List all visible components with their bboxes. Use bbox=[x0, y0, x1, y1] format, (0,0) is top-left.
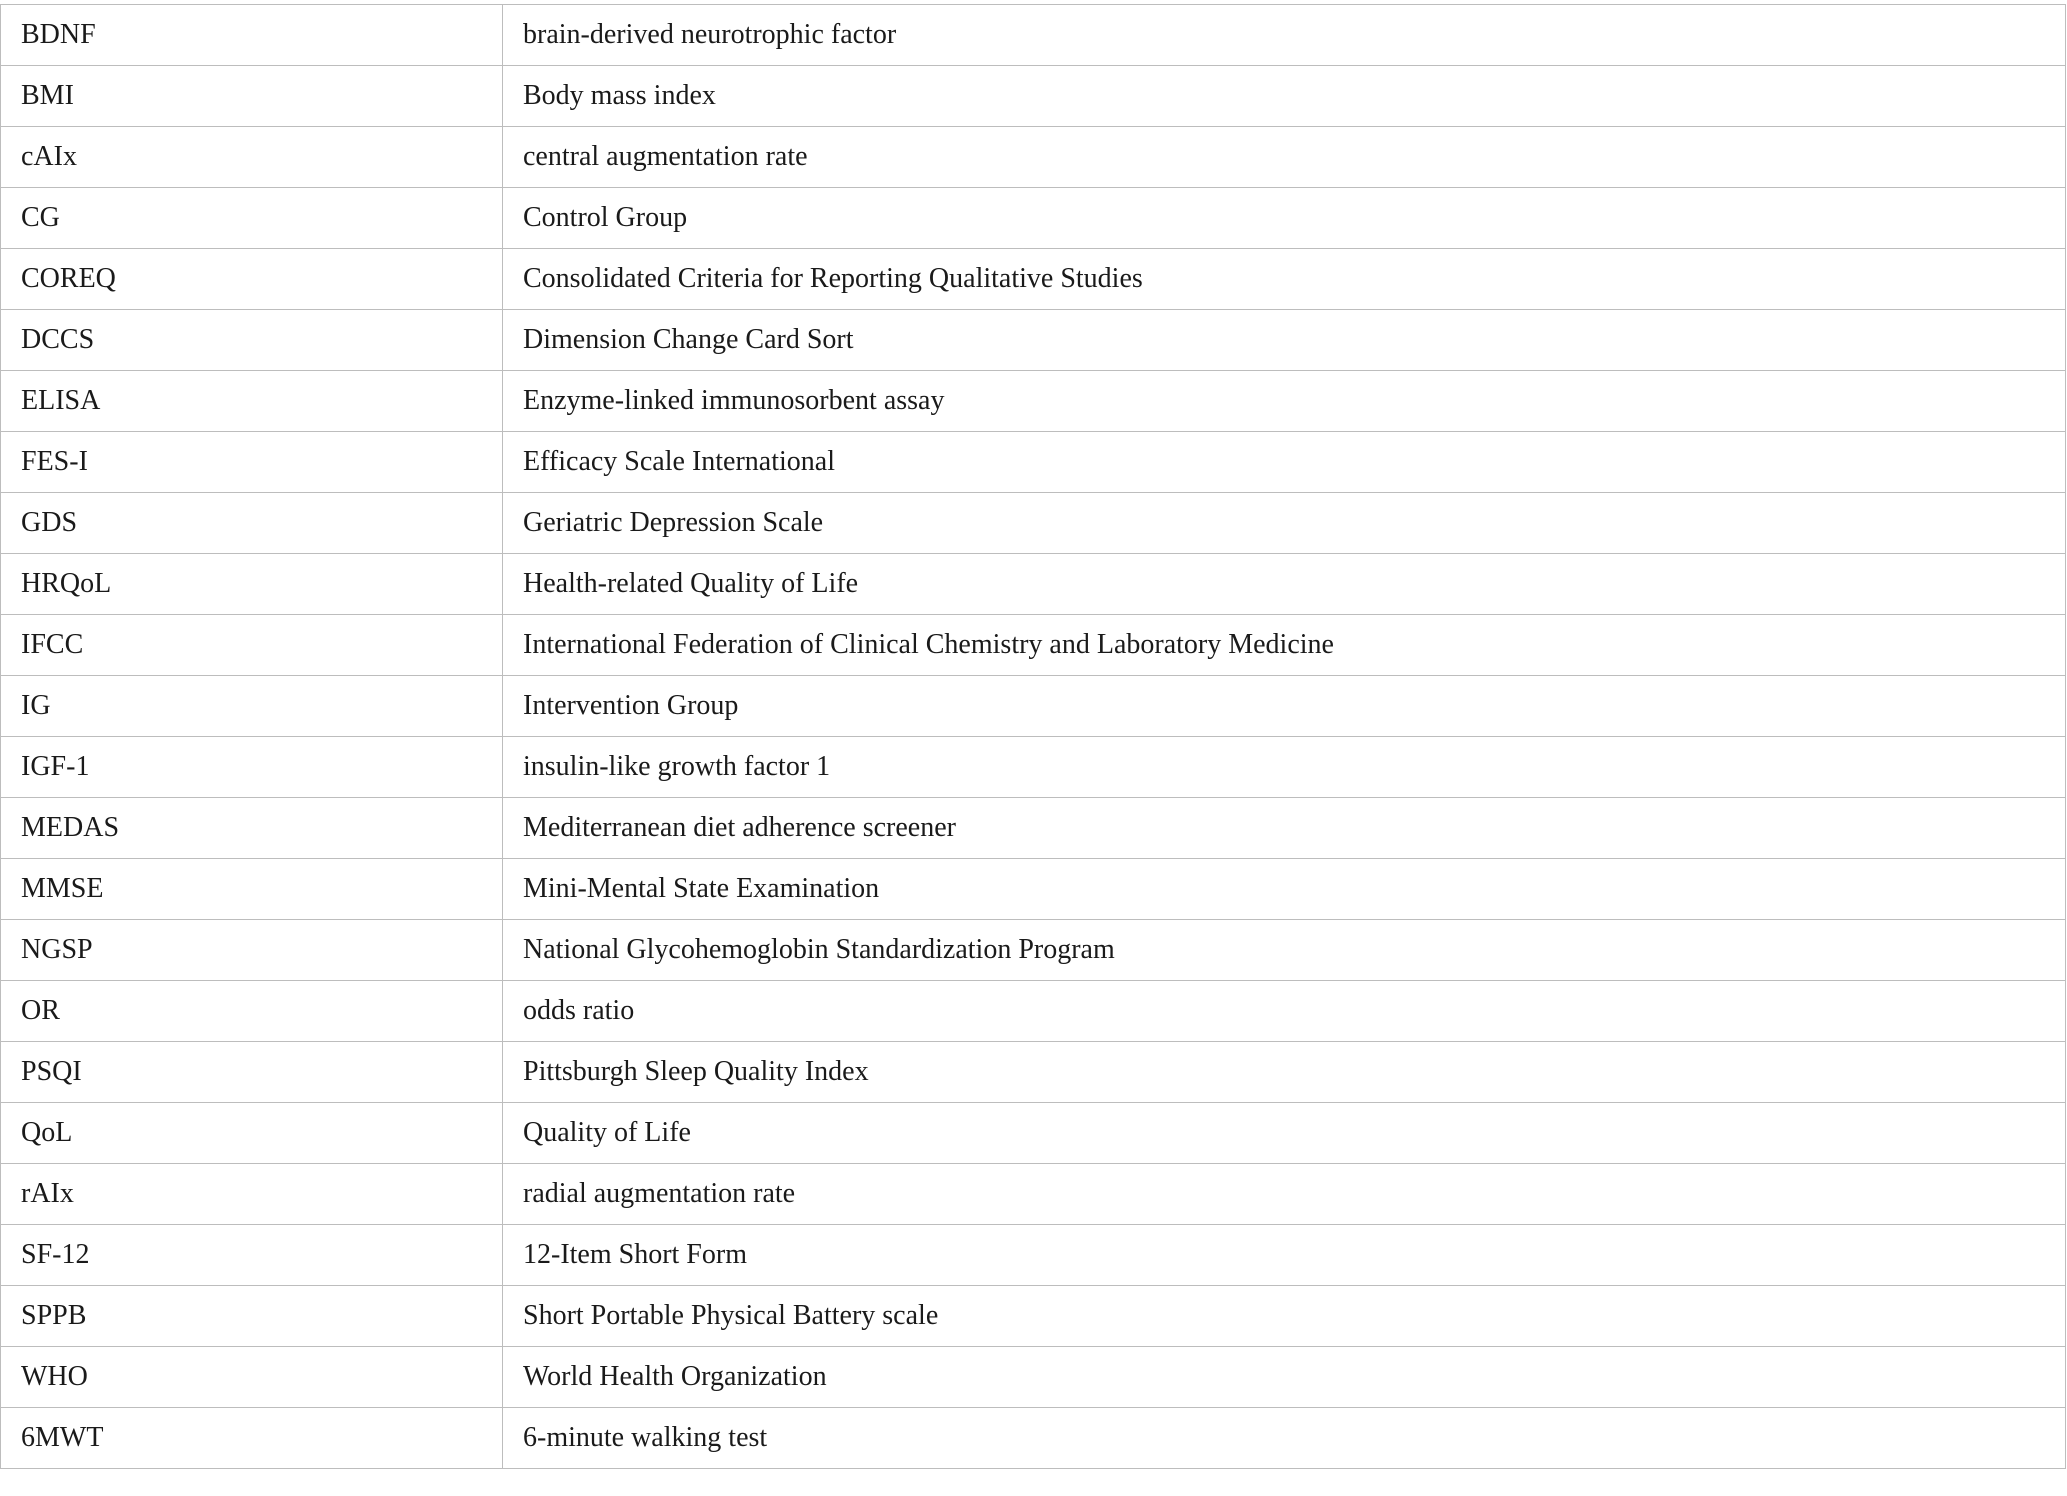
abbreviation-cell: NGSP bbox=[1, 920, 503, 981]
abbreviation-cell: MMSE bbox=[1, 859, 503, 920]
abbreviation-cell: ELISA bbox=[1, 371, 503, 432]
abbreviation-cell: CG bbox=[1, 188, 503, 249]
table-row bbox=[1, 493, 2066, 554]
abbreviation-cell: GDS bbox=[1, 493, 503, 554]
table-row bbox=[1, 1347, 2066, 1408]
abbreviation-cell: DCCS bbox=[1, 310, 503, 371]
abbreviations-table bbox=[0, 4, 2066, 1469]
abbreviation-cell: QoL bbox=[1, 1103, 503, 1164]
table-row bbox=[1, 249, 2066, 310]
definition-cell: Mini-Mental State Examination bbox=[503, 859, 2066, 920]
definition-cell: Efficacy Scale International bbox=[503, 432, 2066, 493]
table-row bbox=[1, 310, 2066, 371]
table-row bbox=[1, 1164, 2066, 1225]
abbreviation-cell: BMI bbox=[1, 66, 503, 127]
abbreviation-cell: FES-I bbox=[1, 432, 503, 493]
table-row bbox=[1, 188, 2066, 249]
definition-cell: Control Group bbox=[503, 188, 2066, 249]
abbreviation-cell: rAIx bbox=[1, 1164, 503, 1225]
table-row bbox=[1, 1408, 2066, 1469]
table-row bbox=[1, 676, 2066, 737]
table-row bbox=[1, 859, 2066, 920]
abbreviation-cell: HRQoL bbox=[1, 554, 503, 615]
abbreviation-cell: IGF-1 bbox=[1, 737, 503, 798]
definition-cell: brain-derived neurotrophic factor bbox=[503, 5, 2066, 66]
table-row bbox=[1, 1042, 2066, 1103]
abbreviation-cell: IG bbox=[1, 676, 503, 737]
definition-cell: 12-Item Short Form bbox=[503, 1225, 2066, 1286]
table-row bbox=[1, 920, 2066, 981]
table-row bbox=[1, 5, 2066, 66]
table-row bbox=[1, 981, 2066, 1042]
definition-cell: Enzyme-linked immunosorbent assay bbox=[503, 371, 2066, 432]
abbreviation-cell: WHO bbox=[1, 1347, 503, 1408]
definition-cell: Quality of Life bbox=[503, 1103, 2066, 1164]
definition-cell: National Glycohemoglobin Standardization Program bbox=[503, 920, 2066, 981]
definition-cell: Dimension Change Card Sort bbox=[503, 310, 2066, 371]
definition-cell: Geriatric Depression Scale bbox=[503, 493, 2066, 554]
definition-cell: radial augmentation rate bbox=[503, 1164, 2066, 1225]
abbreviation-cell: BDNF bbox=[1, 5, 503, 66]
definition-cell: Mediterranean diet adherence screener bbox=[503, 798, 2066, 859]
definition-cell: 6-minute walking test bbox=[503, 1408, 2066, 1469]
abbreviations-table-body bbox=[1, 5, 2066, 1469]
table-row bbox=[1, 798, 2066, 859]
definition-cell: central augmentation rate bbox=[503, 127, 2066, 188]
table-row bbox=[1, 66, 2066, 127]
abbreviation-cell: 6MWT bbox=[1, 1408, 503, 1469]
abbreviation-cell: PSQI bbox=[1, 1042, 503, 1103]
definition-cell: Intervention Group bbox=[503, 676, 2066, 737]
table-row bbox=[1, 554, 2066, 615]
table-row bbox=[1, 1103, 2066, 1164]
abbreviation-cell: cAIx bbox=[1, 127, 503, 188]
abbreviation-cell: SPPB bbox=[1, 1286, 503, 1347]
definition-cell: Body mass index bbox=[503, 66, 2066, 127]
definition-cell: World Health Organization bbox=[503, 1347, 2066, 1408]
abbreviation-cell: OR bbox=[1, 981, 503, 1042]
definition-cell: Health-related Quality of Life bbox=[503, 554, 2066, 615]
definition-cell: odds ratio bbox=[503, 981, 2066, 1042]
table-row bbox=[1, 737, 2066, 798]
abbreviation-cell: SF-12 bbox=[1, 1225, 503, 1286]
definition-cell: Consolidated Criteria for Reporting Qualitative Studies bbox=[503, 249, 2066, 310]
table-row bbox=[1, 1286, 2066, 1347]
table-row bbox=[1, 432, 2066, 493]
definition-cell: International Federation of Clinical Chemistry and Laboratory Medicine bbox=[503, 615, 2066, 676]
definition-cell: Short Portable Physical Battery scale bbox=[503, 1286, 2066, 1347]
definition-cell: Pittsburgh Sleep Quality Index bbox=[503, 1042, 2066, 1103]
table-row bbox=[1, 1225, 2066, 1286]
abbreviation-cell: IFCC bbox=[1, 615, 503, 676]
definition-cell: insulin-like growth factor 1 bbox=[503, 737, 2066, 798]
abbreviation-cell: MEDAS bbox=[1, 798, 503, 859]
table-row bbox=[1, 615, 2066, 676]
abbreviation-cell: COREQ bbox=[1, 249, 503, 310]
table-row bbox=[1, 371, 2066, 432]
table-row bbox=[1, 127, 2066, 188]
